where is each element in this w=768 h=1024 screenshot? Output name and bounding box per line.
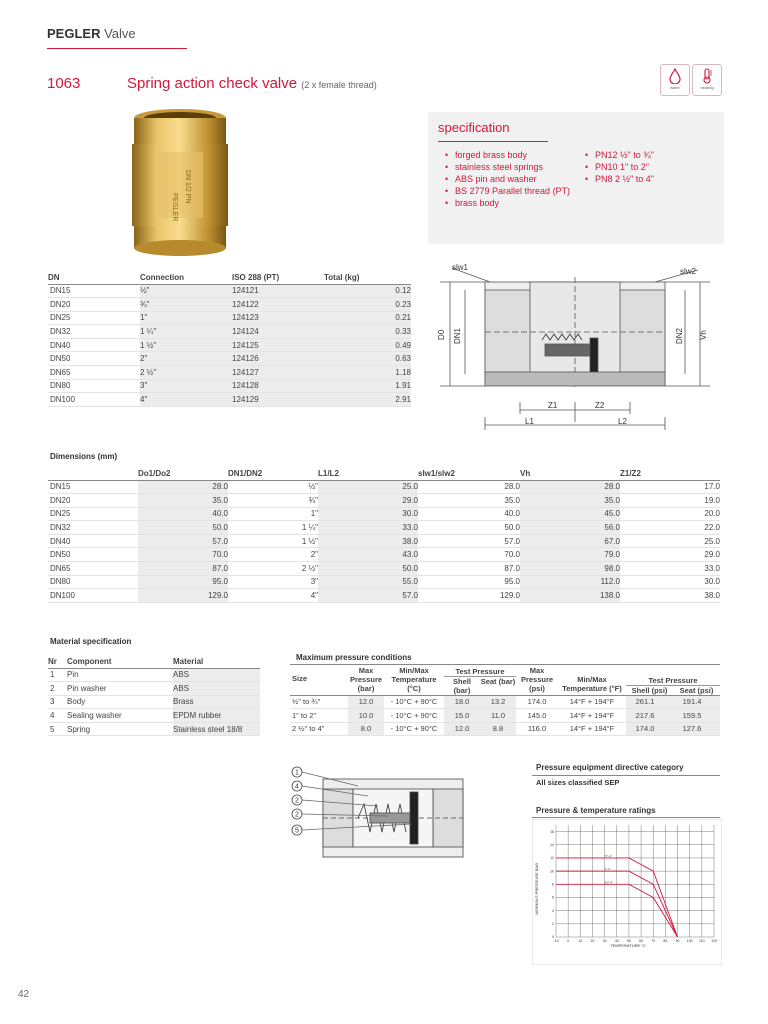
table-cell: 50.0 [138,521,228,535]
dimensions-title: Dimensions (mm) [50,452,118,461]
chart-x-tick: 20 [590,939,595,943]
chart-y-tick: 16 [550,829,554,834]
table-cell: 2 [48,682,67,696]
chart-y-tick: 10 [550,869,554,874]
table-cell: 14°F + 194°F [558,722,626,736]
table-cell: DN15 [48,480,138,494]
table-cell: Spring [67,722,173,736]
table-cell: DN100 [48,589,138,603]
table-row [48,338,411,352]
label-dn2: DN2 [675,327,684,344]
ped-value: All sizes classified SEP [536,778,620,787]
header-underline [47,48,187,49]
callout-number: 5 [295,827,299,835]
table-cell: Sealing washer [67,709,173,723]
table-cell: DN20 [48,494,138,508]
table-cell: 138.0 [520,589,620,603]
table-cell: DN40 [48,338,140,352]
table-cell: EPDM rubber [173,709,260,723]
table-cell: 19.0 [620,494,720,508]
table-cell: 10.0 [348,709,384,723]
table-cell: 17.0 [620,480,720,494]
chart-y-tick: 4 [552,908,554,913]
chart-x-tick: 0 [567,939,570,943]
table-cell: 2.91 [324,393,411,407]
table-cell: DN25 [48,507,138,521]
label-dn1: DN1 [453,327,462,344]
chart-x-tick: 30 [602,939,607,943]
label-slw2: slw2 [680,267,697,276]
col-header: ISO 288 (PT) [232,262,324,284]
table-cell: Stainless steel 18/8 [173,722,260,736]
table-cell: 174.0 [626,722,664,736]
col-header: Do1/Do2 [138,462,228,480]
table-row [48,379,411,393]
heating-icon [692,64,722,96]
table-cell: 35.0 [138,494,228,508]
table-cell: 2" [228,548,318,562]
table-cell: DN32 [48,325,140,339]
test-pressure-bar-header [444,665,516,695]
chart-x-tick: 110 [699,939,705,943]
spec-list-left [445,149,575,209]
col-header: slw1/slw2 [418,462,520,480]
chart-y-tick: 6 [552,895,554,900]
table-cell: DN40 [48,534,138,548]
table-cell: 1 ½" [228,534,318,548]
table-row [48,521,720,535]
spec-item: • ABS pin and washer [445,173,575,185]
table-cell: 124128 [232,379,324,393]
product-table [48,262,411,407]
chart-x-tick: 120 [711,939,717,943]
table-row [48,548,720,562]
table-cell: ABS [173,668,260,682]
table-row [48,298,411,312]
test-pressure-psi-header [626,665,720,695]
table-cell: 2 ½" [228,562,318,576]
table-cell: ½" [140,284,232,298]
table-row [48,709,260,723]
chart-y-tick: 0 [552,935,554,940]
table-row [48,311,411,325]
col-header: Size [290,665,348,695]
table-cell: 55.0 [318,575,418,589]
table-cell: 3" [228,575,318,589]
col-header: Z1/Z2 [620,462,720,480]
table-cell: 124123 [232,311,324,325]
table-cell: 13.2 [480,695,516,709]
table-cell: 14°F + 194°F [558,709,626,723]
chart-x-tick: 50 [626,939,631,943]
label-z2: Z2 [595,401,605,410]
svg-text:PEGLER: PEGLER [171,193,178,222]
table-row [48,507,720,521]
col-header: Max Pressure (psi) [516,665,558,695]
table-cell: 4" [228,589,318,603]
table-cell: 1" [140,311,232,325]
table-cell: 159.5 [664,709,720,723]
table-cell: 30.0 [620,575,720,589]
table-cell: Body [67,695,173,709]
chart-x-tick: -10 [553,939,559,943]
table-cell: DN50 [48,352,140,366]
spec-title: specification [438,120,510,135]
table-cell: 87.0 [418,562,520,576]
table-cell: 3" [140,379,232,393]
col-header: Connection [140,262,232,284]
table-cell: 40.0 [138,507,228,521]
table-cell: 57.0 [418,534,520,548]
table-cell: 11.0 [480,709,516,723]
callout-number: 2 [295,811,299,819]
table-cell: - 10°C + 90°C [384,722,444,736]
table-cell: 25.0 [620,534,720,548]
product-title [127,75,377,92]
water-icon [660,64,690,96]
table-cell: 2 ½" [140,366,232,380]
table-cell: 28.0 [418,480,520,494]
col-header: Min/Max Temperature (°C) [384,665,444,695]
table-cell: DN65 [48,366,140,380]
table-cell: 124121 [232,284,324,298]
table-cell: DN65 [48,562,138,576]
table-cell: 0.49 [324,338,411,352]
chart-x-tick: 70 [651,939,656,943]
chart-series-label: 2½"-4" [604,880,613,885]
valve-dimension-drawing [430,262,730,432]
pressure-table-body [290,695,720,736]
table-cell: 0.23 [324,298,411,312]
table-cell: 0.21 [324,311,411,325]
ped-title: Pressure equipment directive category [536,763,684,772]
dimensions-table [48,462,720,603]
chart-xlabel: TEMPERATURE °C [610,943,646,948]
table-cell: 38.0 [620,589,720,603]
table-cell: 70.0 [418,548,520,562]
table-cell: 4 [48,709,67,723]
table-cell: 124126 [232,352,324,366]
table-cell: 56.0 [520,521,620,535]
table-cell: 0.33 [324,325,411,339]
table-cell: DN80 [48,379,140,393]
table-cell: 124124 [232,325,324,339]
table-cell: 22.0 [620,521,720,535]
col-header: Seat (psi) [679,685,714,695]
table-cell: 1.91 [324,379,411,393]
col-header: Max Pressure (bar) [348,665,384,695]
callout-number: 2 [295,797,299,805]
product-subtitle: (2 x female thread) [301,80,377,90]
table-cell: 29.0 [318,494,418,508]
label-d0: D0 [437,329,446,340]
table-cell: ABS [173,682,260,696]
table-row [48,668,260,682]
label-l1: L1 [525,417,534,426]
table-cell: 38.0 [318,534,418,548]
spec-item: • brass body [445,197,575,209]
label-l2: L2 [618,417,627,426]
table-row [48,534,720,548]
table-cell: 129.0 [138,589,228,603]
table-cell: 57.0 [138,534,228,548]
table-cell: 20.0 [620,507,720,521]
table-row [48,695,260,709]
col-header: Material [173,650,260,668]
ratings-rule [532,817,720,818]
table-cell: 3 [48,695,67,709]
ratings-title: Pressure & temperature ratings [536,806,656,815]
table-cell: 8.8 [480,722,516,736]
table-cell: 98.0 [520,562,620,576]
table-cell: 116.0 [516,722,558,736]
col-header: Shell (bar) [453,676,471,695]
dimensions-table-body [48,480,720,602]
chart-x-tick: 100 [686,939,693,943]
heating-icon-label: heating [700,85,714,90]
spec-item: • PN12 ½" to ¾" [585,149,715,161]
table-cell: 2" [140,352,232,366]
brand-name: PEGLER [47,26,101,41]
col-header: Nr [48,650,67,668]
table-cell: 35.0 [418,494,520,508]
table-cell: 95.0 [418,575,520,589]
table-cell: Brass [173,695,260,709]
table-cell: 191.4 [664,695,720,709]
table-cell: 12.0 [444,722,480,736]
materials-table [48,650,260,736]
table-cell: 12.0 [348,695,384,709]
table-cell: 18.0 [444,695,480,709]
col-header [48,462,138,480]
table-cell: 14°F + 194°F [558,695,626,709]
table-cell: ½" [228,480,318,494]
col-header: Test Pressure [444,667,516,677]
test-pressure-bar-subheaders [444,677,516,695]
svg-text:DN 1/2 PN: DN 1/2 PN [184,170,191,204]
table-row [290,695,720,709]
col-header: DN1/DN2 [228,462,318,480]
table-cell: DN100 [48,393,140,407]
table-cell: DN32 [48,521,138,535]
chart-series-label: 1"-2" [604,867,611,872]
table-cell: 45.0 [520,507,620,521]
page-number: 42 [18,989,30,1000]
table-cell: 0.12 [324,284,411,298]
table-cell: Pin washer [67,682,173,696]
table-row [48,722,260,736]
col-header: Test Pressure [626,676,720,686]
table-row [48,589,720,603]
spec-list-right [585,149,715,185]
table-cell: 40.0 [418,507,520,521]
chart-y-tick: 2 [552,922,554,927]
chart-x-tick: 10 [578,939,583,943]
table-cell: 5 [48,722,67,736]
table-cell: 145.0 [516,709,558,723]
col-header: Vh [520,462,620,480]
table-row [48,480,720,494]
label-slw1: slw1 [452,263,469,272]
table-row [48,284,411,298]
table-cell: Pin [67,668,173,682]
chart-series-label: ½"-¾" [604,853,613,858]
col-header: DN [48,262,140,284]
table-cell: 28.0 [138,480,228,494]
col-header: Total (kg) [324,262,411,284]
table-cell: 124125 [232,338,324,352]
callout-number: 1 [295,769,299,777]
valve-section-drawing [288,764,468,864]
test-pressure-psi-subheaders [626,686,720,695]
chart-y-tick: 14 [550,842,554,847]
table-cell: 261.1 [626,695,664,709]
table-row [48,393,411,407]
chart-x-tick: 90 [675,939,680,943]
table-cell: 70.0 [138,548,228,562]
table-cell: 50.0 [418,521,520,535]
pressure-title: Maximum pressure conditions [296,653,412,662]
table-cell: 79.0 [520,548,620,562]
table-cell: 87.0 [138,562,228,576]
callout-number: 4 [295,783,299,791]
table-cell: 4" [140,393,232,407]
chart-x-tick: 80 [663,939,668,943]
table-row [290,709,720,723]
chart-y-tick: 12 [550,856,554,861]
table-cell: - 10°C + 90°C [384,695,444,709]
table-cell: 8.0 [348,722,384,736]
spec-item: • stainless steel springs [445,161,575,173]
table-cell: 124129 [232,393,324,407]
col-header: Min/Max Temperature (°F) [558,665,626,695]
chart-x-tick: 40 [614,939,619,943]
chart-ylabel: WORKING PRESSURE BAR [534,862,539,916]
table-cell: ½" to ¾" [290,695,348,709]
product-title-text: Spring action check valve [127,75,298,92]
table-cell: 33.0 [318,521,418,535]
spec-item: • PN8 2 ½" to 4" [585,173,715,185]
table-row [290,722,720,736]
materials-table-body [48,668,260,736]
label-z1: Z1 [548,401,558,410]
table-cell: 50.0 [318,562,418,576]
table-cell: DN80 [48,575,138,589]
product-code: 1063 [47,75,81,92]
spec-underline [438,141,548,142]
table-row [48,366,411,380]
table-cell: 67.0 [520,534,620,548]
table-cell: 29.0 [620,548,720,562]
table-cell: DN15 [48,284,140,298]
table-cell: DN20 [48,298,140,312]
table-cell: 1 [48,668,67,682]
valve-product-image [128,108,233,258]
table-row [48,494,720,508]
table-cell: 1" to 2" [290,709,348,723]
label-vh: Vh [699,330,708,340]
col-header: Shell (psi) [631,685,668,695]
table-cell: 57.0 [318,589,418,603]
table-cell: 217.6 [626,709,664,723]
table-row [48,682,260,696]
table-cell: 25.0 [318,480,418,494]
chart-x-tick: 60 [639,939,644,943]
table-cell: 43.0 [318,548,418,562]
table-row [48,575,720,589]
col-header: Component [67,650,173,668]
table-cell: - 10°C + 90°C [384,709,444,723]
brand-title [47,26,136,41]
table-cell: 112.0 [520,575,620,589]
table-cell: 129.0 [418,589,520,603]
table-cell: 1" [228,507,318,521]
pressure-table [290,665,720,736]
table-cell: 0.63 [324,352,411,366]
water-icon-label: water [670,85,680,90]
table-cell: 127.6 [664,722,720,736]
ped-rule [532,775,720,776]
table-cell: ¾" [140,298,232,312]
table-row [48,352,411,366]
table-cell: 124122 [232,298,324,312]
table-cell: 2 ½" to 4" [290,722,348,736]
table-cell: DN25 [48,311,140,325]
table-cell: 35.0 [520,494,620,508]
table-cell: 1 ½" [140,338,232,352]
product-table-body [48,284,411,406]
table-cell: 1 ¼" [140,325,232,339]
materials-title: Material specification [50,637,132,646]
chart-y-tick: 8 [552,882,554,887]
table-cell: 30.0 [318,507,418,521]
col-header: Seat (bar) [480,676,516,686]
table-cell: 124127 [232,366,324,380]
table-cell: ¾" [228,494,318,508]
table-cell: 28.0 [520,480,620,494]
table-cell: 15.0 [444,709,480,723]
table-row [48,325,411,339]
col-header: L1/L2 [318,462,418,480]
brand-suffix: Valve [100,26,136,41]
spec-item: • PN10 1" to 2" [585,161,715,173]
table-cell: 1 ¼" [228,521,318,535]
table-row [48,562,720,576]
spec-item: • BS 2779 Parallel thread (PT) [445,185,575,197]
spec-item: • forged brass body [445,149,575,161]
table-cell: 95.0 [138,575,228,589]
table-cell: 1.18 [324,366,411,380]
table-cell: DN50 [48,548,138,562]
table-cell: 33.0 [620,562,720,576]
pressure-temperature-chart [532,819,722,965]
table-cell: 174.0 [516,695,558,709]
